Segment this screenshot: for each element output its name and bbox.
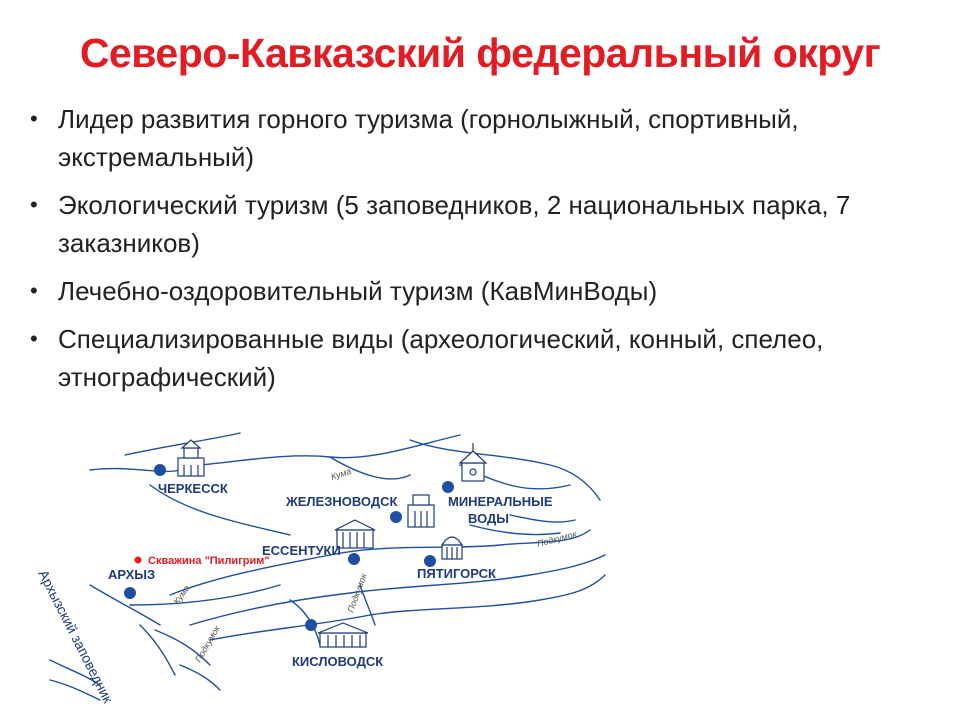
well-label: Скважина "Пилигрим": [148, 555, 270, 567]
bullet-text: Специализированные виды (археологический, конный, спелео, этнографический): [58, 324, 824, 392]
tourism-map: [30, 425, 630, 720]
river-label-podkumok: Подкумок: [345, 572, 369, 614]
mineralnye-vody-building-icon: [460, 443, 486, 481]
slide-title: Северо-Кавказский федеральный округ: [79, 30, 881, 76]
river-label-podkumok: Подкумок: [535, 528, 578, 549]
cherkessk-marker: [154, 464, 166, 476]
bullet-icon: •: [30, 278, 38, 303]
bullet-icon: •: [30, 326, 38, 351]
bullet-text: Экологический туризм (5 заповедников, 2 национальных парка, 7 заказников): [58, 190, 851, 258]
river-label-podkumok: Подкумок: [193, 623, 223, 664]
essentuki-marker: [348, 553, 360, 565]
bullet-item: [28, 320, 928, 396]
river-label-kuma: Кума: [171, 583, 192, 607]
reserve-label: Архызский заповедник: [35, 567, 117, 706]
well-marker: [135, 557, 142, 564]
city-label-essentuki: ЕССЕНТУКИ: [262, 543, 341, 558]
bullet-icon: •: [30, 192, 38, 217]
city-label-arkhyz: АРХЫЗ: [108, 567, 156, 582]
river-label-kuma: Кума: [329, 465, 353, 482]
city-label-zheleznovodsk: ЖЕЛЕЗНОВОДСК: [286, 494, 398, 509]
kislovodsk-marker: [305, 619, 317, 631]
bullet-item: [28, 186, 928, 262]
city-label-mineralnye-1: МИНЕРАЛЬНЫЕ: [448, 494, 553, 509]
city-label-kislovodsk: КИСЛОВОДСК: [292, 654, 384, 669]
arkhyz-marker: [124, 587, 136, 599]
bullet-item: [28, 272, 928, 310]
bullet-icon: •: [30, 106, 38, 131]
pyatigorsk-building-icon: [442, 537, 462, 559]
mineralnye-vody-marker: [442, 481, 454, 493]
city-label-cherkessk: ЧЕРКЕССК: [158, 481, 228, 496]
essentuki-building-icon: [335, 520, 375, 548]
zheleznovodsk-building-icon: [408, 495, 434, 527]
kislovodsk-building-icon: [318, 623, 368, 647]
city-label-mineralnye-2: ВОДЫ: [468, 511, 509, 526]
city-label-pyatigorsk: ПЯТИГОРСК: [417, 566, 496, 581]
bullet-item: [28, 100, 928, 176]
bullet-text: Лидер развития горного туризма (горнолыжный, спортивный, экстремальный): [58, 104, 799, 172]
cherkessk-building-icon: [178, 440, 204, 476]
bullet-text: Лечебно-оздоровительный туризм (КавМинВоды): [58, 276, 658, 306]
zheleznovodsk-marker: [390, 511, 402, 523]
bullet-list: [28, 100, 928, 406]
